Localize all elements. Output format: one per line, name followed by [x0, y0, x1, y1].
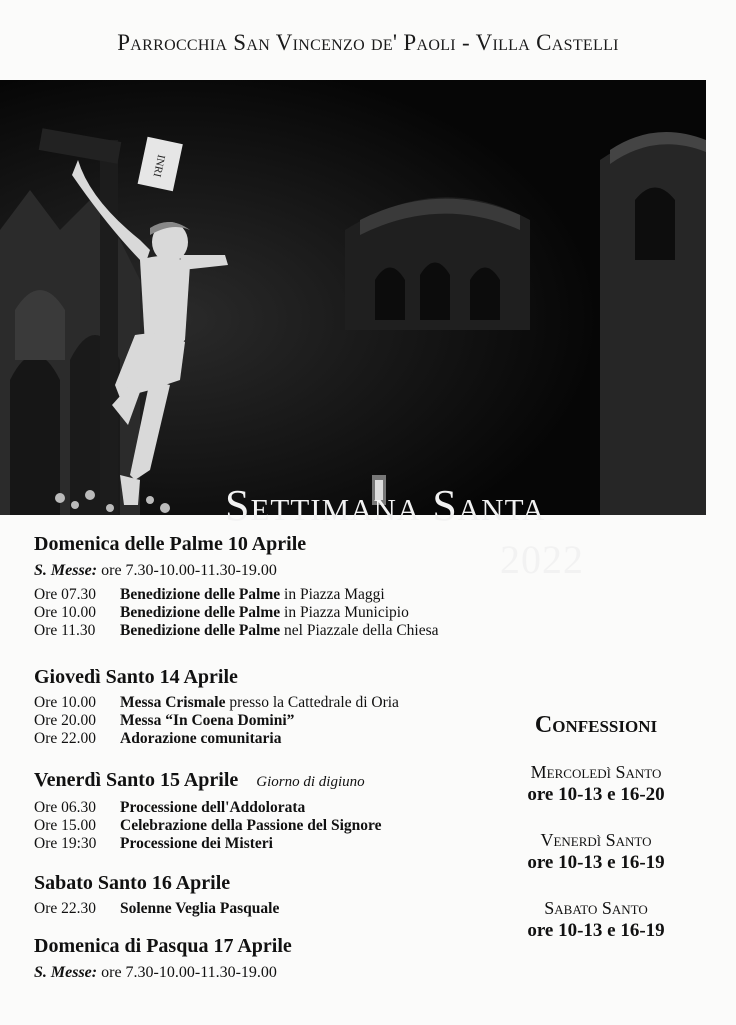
event-time: Ore 22.30	[34, 900, 96, 917]
event-place: nel Piazzale della Chiesa	[280, 622, 439, 639]
event-title: Celebrazione della Passione del Signore	[120, 817, 382, 834]
event-title: Benedizione delle Palme	[120, 586, 281, 603]
event-title: Processione dei Misteri	[120, 835, 273, 852]
poster-title: Settimana Santa	[225, 481, 546, 530]
event-item	[34, 622, 514, 640]
confession-slot	[496, 897, 696, 943]
day-title-text: Venerdì Santo 15 Aprile	[34, 769, 239, 791]
messe-line	[34, 963, 514, 983]
event-time: Ore 06.30	[34, 799, 96, 816]
event-time: Ore 11.30	[34, 622, 96, 639]
day-title: Domenica delle Palme 10 Aprile	[34, 533, 307, 555]
event-item	[34, 586, 514, 604]
inri-plaque-text: INRI	[150, 153, 168, 179]
event-place: in Piazza Municipio	[280, 604, 409, 621]
day-giovedi	[34, 665, 514, 748]
event-title: Messa Crismale	[120, 694, 226, 711]
event-time: Ore 22.00	[34, 730, 96, 747]
event-title: Benedizione delle Palme	[120, 622, 281, 639]
event-time: Ore 15.00	[34, 817, 96, 834]
confessioni-panel	[496, 712, 696, 965]
event-time: Ore 10.00	[34, 694, 96, 711]
event-item	[34, 900, 514, 918]
day-title: Domenica di Pasqua 17 Aprile	[34, 935, 292, 957]
confession-day: Sabato Santo	[544, 898, 648, 918]
confession-slot	[496, 761, 696, 807]
poster-year: 2022	[500, 537, 584, 582]
day-sabato	[34, 871, 514, 918]
event-item	[34, 730, 514, 748]
messe-times: ore 7.30-10.00-11.30-19.00	[97, 964, 277, 981]
messe-times: ore 7.30-10.00-11.30-19.00	[97, 562, 277, 579]
photo-illustration	[0, 80, 706, 515]
event-item	[34, 694, 514, 712]
event-title: Benedizione delle Palme	[120, 604, 281, 621]
event-title: Messa “In Coena Domini”	[120, 712, 295, 729]
event-title: Solenne Veglia Pasquale	[120, 900, 280, 917]
event-time: Ore 19:30	[34, 835, 97, 852]
event-time: Ore 20.00	[34, 712, 96, 729]
event-title: Processione dell'Addolorata	[120, 799, 306, 816]
day-title: Giovedì Santo 14 Aprile	[34, 666, 238, 688]
day-title	[34, 768, 514, 794]
day-venerdi	[34, 768, 514, 853]
confession-hours: ore 10-13 e 16-19	[527, 920, 665, 941]
event-list	[34, 586, 514, 640]
messe-label: S. Messe:	[34, 964, 98, 981]
day-palme	[34, 532, 514, 640]
day-title: Sabato Santo 16 Aprile	[34, 872, 231, 894]
event-item	[34, 817, 514, 835]
confession-slot	[496, 829, 696, 875]
confession-day: Venerdì Santo	[540, 830, 652, 850]
event-place: presso la Cattedrale di Oria	[225, 694, 399, 711]
confession-hours: ore 10-13 e 16-20	[527, 784, 665, 805]
event-time: Ore 07.30	[34, 586, 96, 603]
event-title: Adorazione comunitaria	[120, 730, 282, 747]
program-schedule	[34, 532, 514, 983]
event-list	[34, 694, 514, 748]
messe-line	[34, 561, 514, 581]
messe-label: S. Messe:	[34, 562, 98, 579]
event-time: Ore 10.00	[34, 604, 96, 621]
event-item	[34, 835, 514, 853]
confession-day: Mercoledì Santo	[530, 762, 662, 782]
event-list	[34, 900, 514, 918]
confession-hours: ore 10-13 e 16-19	[527, 852, 665, 873]
event-item	[34, 799, 514, 817]
event-item	[34, 712, 514, 730]
event-place: in Piazza Maggi	[280, 586, 385, 603]
day-pasqua	[34, 934, 514, 983]
confessioni-title: Confessioni	[534, 712, 658, 738]
parish-header: Parrocchia San Vincenzo de' Paoli - Villa Castelli	[117, 30, 619, 55]
event-list	[34, 799, 514, 853]
day-note: Giorno di digiuno	[256, 774, 365, 790]
event-item	[34, 604, 514, 622]
